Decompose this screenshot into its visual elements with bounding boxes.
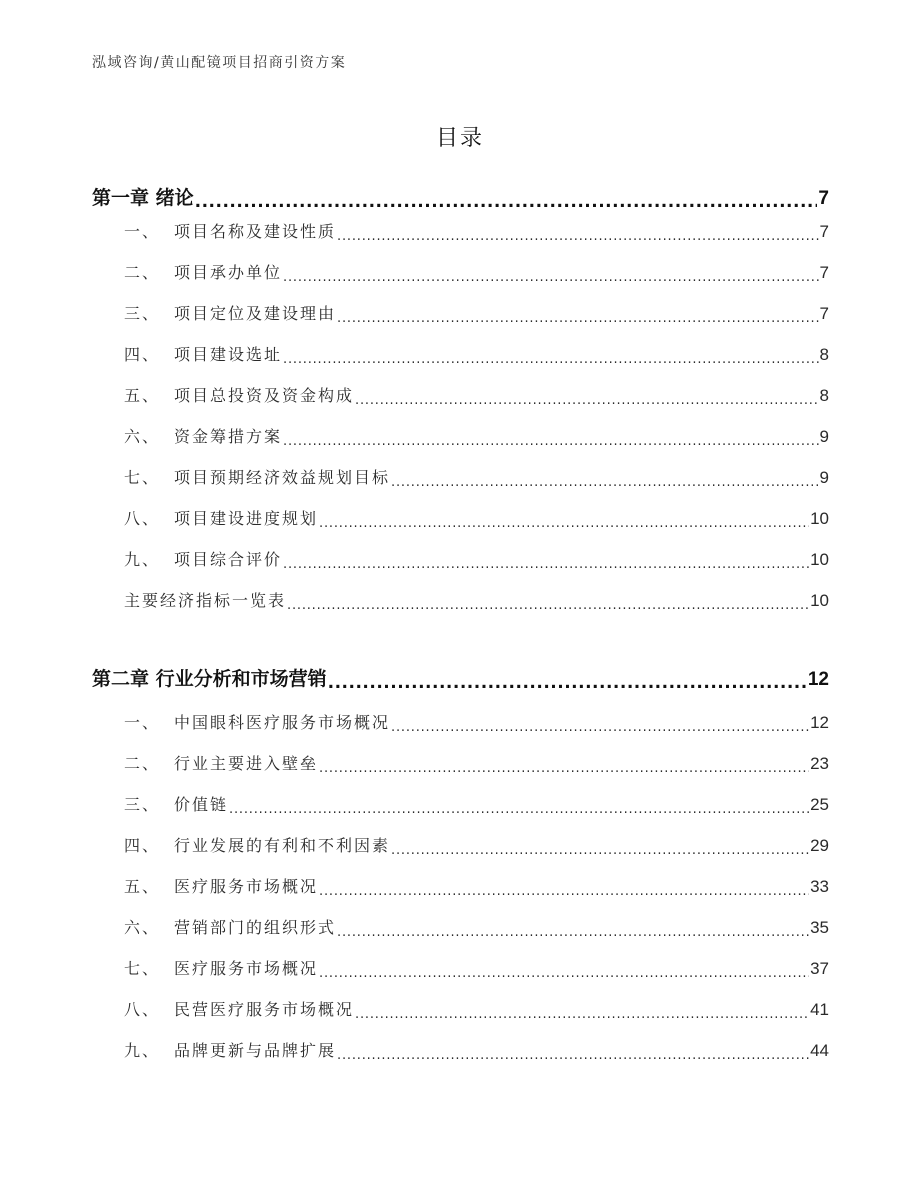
toc-entry-number: 六、 [124, 427, 161, 446]
toc-entry-label: 医疗服务市场概况 [174, 877, 319, 896]
toc-entry-label: 主要经济指标一览表 [124, 591, 287, 610]
toc-entry-label: 项目建设选址 [174, 345, 283, 364]
dot-leader [319, 963, 809, 979]
toc-entry-number: 五、 [124, 877, 161, 896]
toc-page-number: 29 [810, 836, 829, 855]
dot-leader [229, 799, 809, 815]
toc-entry[interactable] [92, 1038, 829, 1061]
toc-entry[interactable] [92, 588, 829, 611]
dot-leader [319, 881, 809, 897]
toc-chapter-label: 第二章 行业分析和市场营销 [92, 668, 327, 690]
toc-page-number: 7 [819, 304, 829, 323]
toc-entry-number: 九、 [124, 550, 161, 569]
dot-leader [319, 513, 809, 529]
toc-page-number: 35 [810, 918, 829, 937]
dot-leader [391, 840, 809, 856]
toc-page-number: 23 [810, 754, 829, 773]
toc-entry-label: 项目承办单位 [174, 263, 283, 282]
running-header: 泓域咨询/黄山配镜项目招商引资方案 [92, 55, 347, 71]
dot-leader [195, 191, 818, 210]
toc-chapter-2[interactable] [92, 664, 829, 691]
toc-entry[interactable] [92, 506, 829, 529]
toc-entry-number: 三、 [124, 304, 161, 323]
toc-page-number: 12 [810, 713, 829, 732]
toc-entry[interactable] [92, 710, 829, 733]
toc-entry-number: 八、 [124, 1000, 161, 1019]
toc-entry-number: 四、 [124, 836, 161, 855]
toc-entry-label: 民营医疗服务市场概况 [174, 1000, 355, 1019]
toc-entry-number: 七、 [124, 468, 161, 487]
toc-entry-label: 项目名称及建设性质 [174, 222, 337, 241]
toc-page-number: 7 [819, 263, 829, 282]
toc-page-number: 12 [807, 669, 829, 690]
dot-leader [337, 1045, 809, 1061]
toc-entry[interactable] [92, 751, 829, 774]
toc-page-number: 7 [818, 188, 829, 209]
toc-chapter-1[interactable] [92, 183, 829, 210]
toc-entry-label: 项目定位及建设理由 [174, 304, 337, 323]
toc-entry-number: 八、 [124, 509, 161, 528]
toc-entry-label: 医疗服务市场概况 [174, 959, 319, 978]
toc-entry-number: 九、 [124, 1041, 161, 1060]
toc-entry-label: 项目建设进度规划 [174, 509, 319, 528]
dot-leader [391, 472, 819, 488]
toc-title: 目录 [435, 126, 484, 151]
toc-page-number: 10 [810, 591, 829, 610]
toc-entry[interactable] [92, 792, 829, 815]
dot-leader [283, 431, 819, 447]
toc-entry-number: 五、 [124, 386, 161, 405]
dot-leader [337, 226, 819, 242]
dot-leader [283, 349, 819, 365]
dot-leader [287, 595, 809, 611]
toc-entry-number: 二、 [124, 263, 161, 282]
dot-leader [355, 1004, 809, 1020]
dot-leader [319, 758, 809, 774]
toc-entry-label: 项目总投资及资金构成 [174, 386, 355, 405]
toc-page-number: 10 [810, 550, 829, 569]
toc-page-number: 44 [810, 1041, 829, 1060]
dot-leader [283, 554, 809, 570]
toc-entry[interactable] [92, 547, 829, 570]
toc-entry[interactable] [92, 997, 829, 1020]
toc-entry[interactable] [92, 424, 829, 447]
toc-page-number: 37 [810, 959, 829, 978]
toc-entry[interactable] [92, 301, 829, 324]
toc-entry[interactable] [92, 833, 829, 856]
toc-page-number: 10 [810, 509, 829, 528]
dot-leader [391, 717, 809, 733]
toc-entry-number: 六、 [124, 918, 161, 937]
toc-page-number: 8 [819, 345, 829, 364]
toc-entry-label: 项目预期经济效益规划目标 [174, 468, 391, 487]
toc-page-number: 8 [819, 386, 829, 405]
toc-page-number: 9 [819, 468, 829, 487]
toc-entry[interactable] [92, 465, 829, 488]
toc-entry-number: 七、 [124, 959, 161, 978]
toc-entry-number: 三、 [124, 795, 161, 814]
toc-entry[interactable] [92, 219, 829, 242]
toc-page-number: 33 [810, 877, 829, 896]
toc-entry-number: 二、 [124, 754, 161, 773]
toc-entry-label: 中国眼科医疗服务市场概况 [174, 713, 391, 732]
toc-entry[interactable] [92, 342, 829, 365]
toc-entry-label: 品牌更新与品牌扩展 [174, 1041, 337, 1060]
dot-leader [337, 308, 819, 324]
toc-entry[interactable] [92, 956, 829, 979]
dot-leader [283, 267, 819, 283]
dot-leader [337, 922, 809, 938]
toc-chapter-label: 第一章 绪论 [92, 187, 194, 209]
toc-entry-label: 资金筹措方案 [174, 427, 283, 446]
toc-page-number: 7 [819, 222, 829, 241]
toc-entry-number: 一、 [124, 222, 161, 241]
toc-entry[interactable] [92, 915, 829, 938]
dot-leader [355, 390, 819, 406]
dot-leader [328, 672, 807, 691]
toc-entry-label: 行业发展的有利和不利因素 [174, 836, 391, 855]
toc-entry-label: 价值链 [174, 795, 229, 814]
toc-entry[interactable] [92, 383, 829, 406]
toc-page-number: 9 [819, 427, 829, 446]
toc-page-number: 25 [810, 795, 829, 814]
toc-entry-label: 营销部门的组织形式 [174, 918, 337, 937]
toc-entry[interactable] [92, 260, 829, 283]
toc-entry-label: 行业主要进入壁垒 [174, 754, 319, 773]
toc-entry-label: 项目综合评价 [174, 550, 283, 569]
toc-entry-number: 四、 [124, 345, 161, 364]
toc-entry-number: 一、 [124, 713, 161, 732]
toc-entry[interactable] [92, 874, 829, 897]
toc-page-number: 41 [810, 1000, 829, 1019]
